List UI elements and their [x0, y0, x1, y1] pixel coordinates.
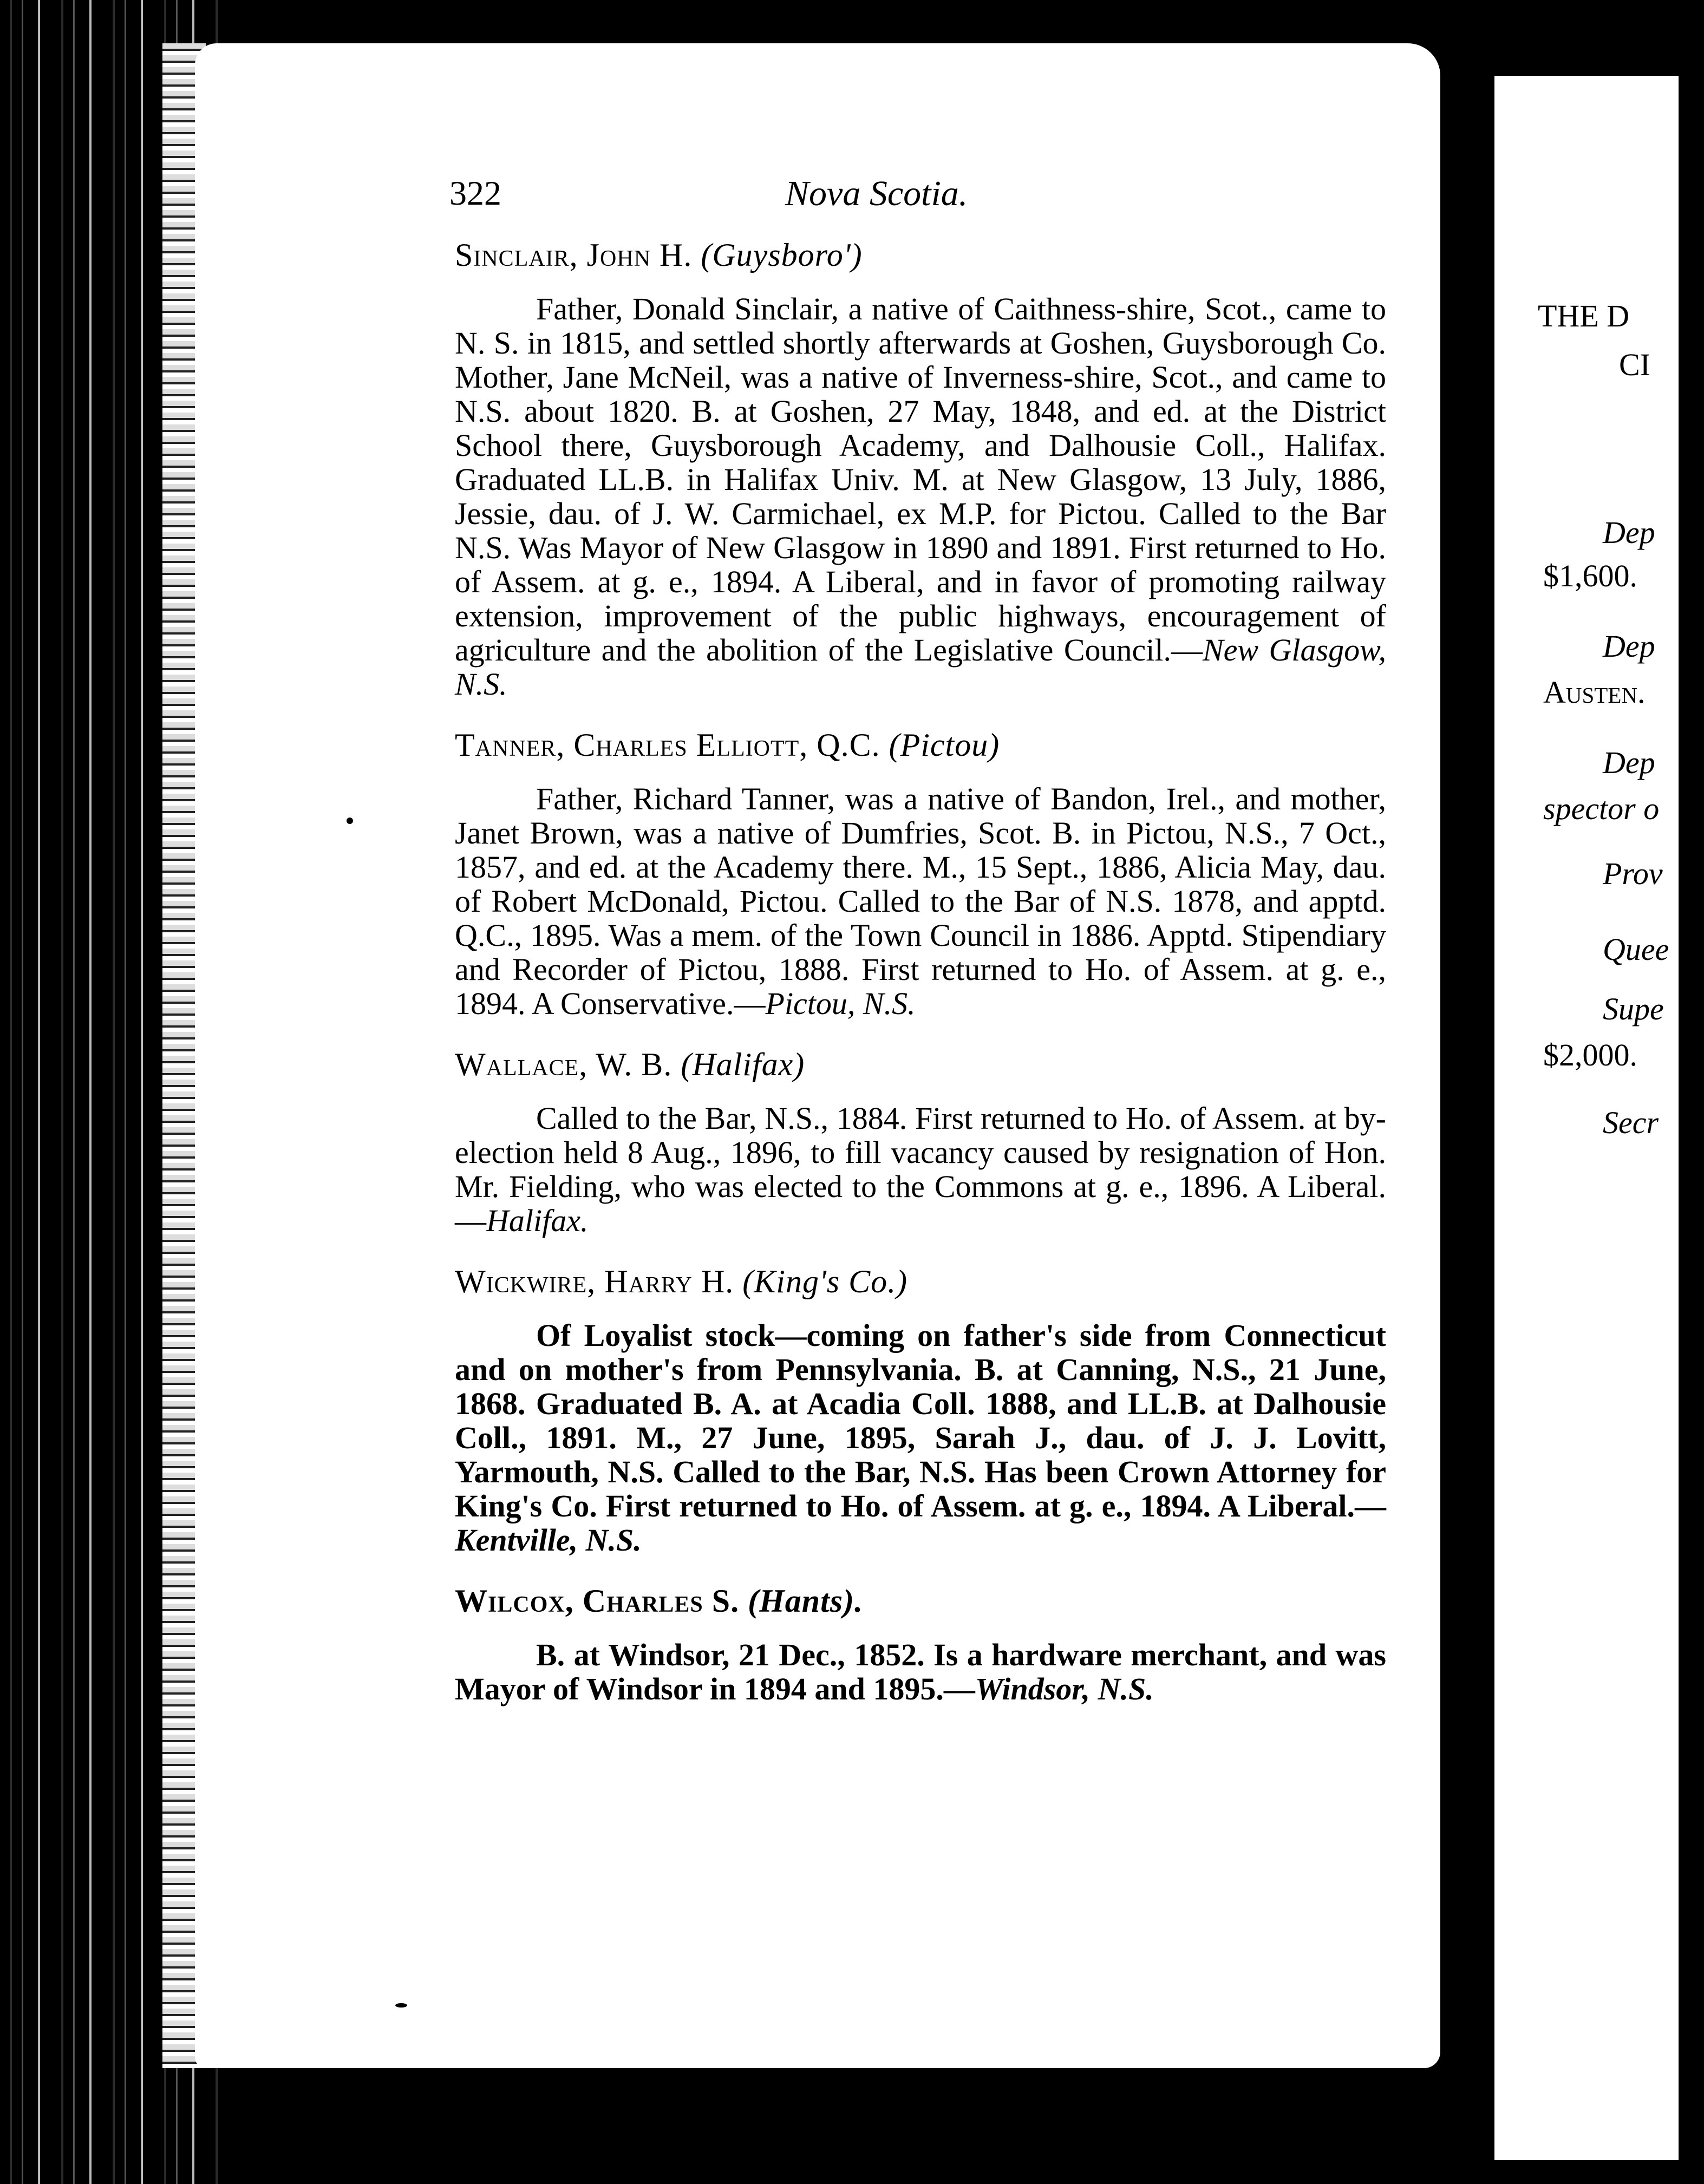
entry-heading	[455, 238, 1386, 272]
riding: (Hants).	[748, 1583, 864, 1619]
ink-speck	[347, 818, 353, 824]
residence: Kentville, N.S.	[455, 1522, 642, 1558]
entry-sinclair	[455, 238, 1386, 701]
riding: (Halifax)	[681, 1047, 805, 1082]
residence: New Glasgow, N.S.	[455, 632, 1386, 702]
member-name: Wilcox, Charles S.	[455, 1583, 740, 1619]
member-name: Tanner, Charles Elliott, Q.C.	[455, 727, 880, 763]
residence: Windsor, N.S.	[975, 1671, 1154, 1706]
entry-heading	[455, 1265, 1386, 1299]
entry-tanner	[455, 728, 1386, 1021]
member-name: Wickwire, Harry H.	[455, 1264, 734, 1299]
entry-heading	[455, 1048, 1386, 1082]
right-page-line: $2,000.	[1543, 1037, 1637, 1073]
right-page-line: $1,600.	[1543, 558, 1637, 593]
biography-text: Father, Donald Sinclair, a native of Caithness-shire, Scot., came to N. S. in 1815, and settled shortly afterwards at Goshen, Guysborough Co. Mother, Jane McNeil, was a native of Inverness-shire, Scot., and came to N.S. about 1820. B. at Goshen, 27 May, 1848, and ed. at the District School there, Guysborough Academy, and Dalhousie Coll., Halifax. Graduated LL.B. in Halifax Univ. M. at New Glasgow, 13 July, 1886, Jessie, dau. of J. W. Carmichael, ex M.P. for Pictou. Called to the Bar N.S. Was Mayor of New Glasgow in 1890 and 1891. First returned to Ho. of Assem. at g. e., 1894. A Liberal, and in favor of promoting railway extension, improvement of the public highways, encouragement of agriculture and the abolition of the Legislative Council.—	[455, 291, 1386, 668]
riding: (King's Co.)	[742, 1264, 908, 1299]
entry-body	[455, 1318, 1386, 1557]
entry-body	[455, 1638, 1386, 1706]
member-name: Wallace, W. B.	[455, 1047, 673, 1082]
residence: Halifax.	[486, 1203, 589, 1238]
entry-wilcox	[455, 1584, 1386, 1706]
entry-wickwire	[455, 1265, 1386, 1557]
residence: Pictou, N.S.	[765, 986, 916, 1021]
right-page-line: Secr	[1603, 1105, 1659, 1140]
running-title: Nova Scotia.	[785, 174, 968, 213]
biography-text: B. at Windsor, 21 Dec., 1852. Is a hardware merchant, and was Mayor of Windsor in 1894 and 1895.—	[455, 1637, 1386, 1706]
right-page-line: Supe	[1603, 991, 1664, 1026]
right-page-line: spector o	[1543, 791, 1660, 826]
entry-heading	[455, 728, 1386, 762]
page-number: 322	[449, 174, 501, 212]
ink-speck	[395, 2003, 407, 2008]
entry-body	[455, 782, 1386, 1021]
right-page-line: Quee	[1603, 932, 1669, 967]
right-page-line: Austen.	[1543, 675, 1646, 710]
riding: (Guysboro')	[701, 237, 863, 273]
right-page-line: Dep	[1603, 515, 1655, 550]
entry-heading	[455, 1584, 1386, 1618]
right-page-heading-line-2: CI	[1619, 347, 1650, 382]
member-name: Sinclair, John H.	[455, 237, 693, 273]
right-page-line: Dep	[1603, 629, 1655, 664]
right-page-heading-line-1: THE D	[1538, 298, 1630, 334]
biography-text: Father, Richard Tanner, was a native of Bandon, Irel., and mother, Janet Brown, was a native of Dumfries, Scot. B. in Pictou, N.S., 7 Oct., 1857, and ed. at the Academy there. M., 15 Sept., 1886, Alicia May, dau. of Robert McDonald, Pictou. Called to the Bar of N.S. 1878, and apptd. Q.C., 1895. Was a mem. of the Town Council in 1886. Apptd. Stipendiary and Recorder of Pictou, 1888. First returned to Ho. of Assem. at g. e., 1894. A Conservative.—	[455, 781, 1386, 1021]
biography-text: Called to the Bar, N.S., 1884. First returned to Ho. of Assem. at by-election held 8 Aug., 1896, to fill vacancy caused by resignation of Hon. Mr. Fielding, who was elected to the Commons at g. e., 1896. A Liberal.—	[455, 1101, 1386, 1238]
right-page-line: Dep	[1603, 745, 1655, 780]
biography-text: Of Loyalist stock—coming on father's side from Connecticut and on mother's from Pennsylvania. B. at Canning, N.S., 21 June, 1868. Graduated B. A. at Acadia Coll. 1888, and LL.B. at Dalhousie Coll., 1891. M., 27 June, 1895, Sarah J., dau. of J. J. Lovitt, Yarmouth, N.S. Called to the Bar, N.S. Has been Crown Attorney for King's Co. First returned to Ho. of Assem. at g. e., 1894. A Liberal.—	[455, 1318, 1386, 1523]
entry-body	[455, 292, 1386, 701]
right-page-line: Prov	[1603, 856, 1663, 891]
riding: (Pictou)	[889, 727, 1000, 763]
page-content	[455, 238, 1386, 1733]
entry-body	[455, 1101, 1386, 1238]
entry-wallace	[455, 1048, 1386, 1238]
page-header	[254, 173, 1067, 227]
